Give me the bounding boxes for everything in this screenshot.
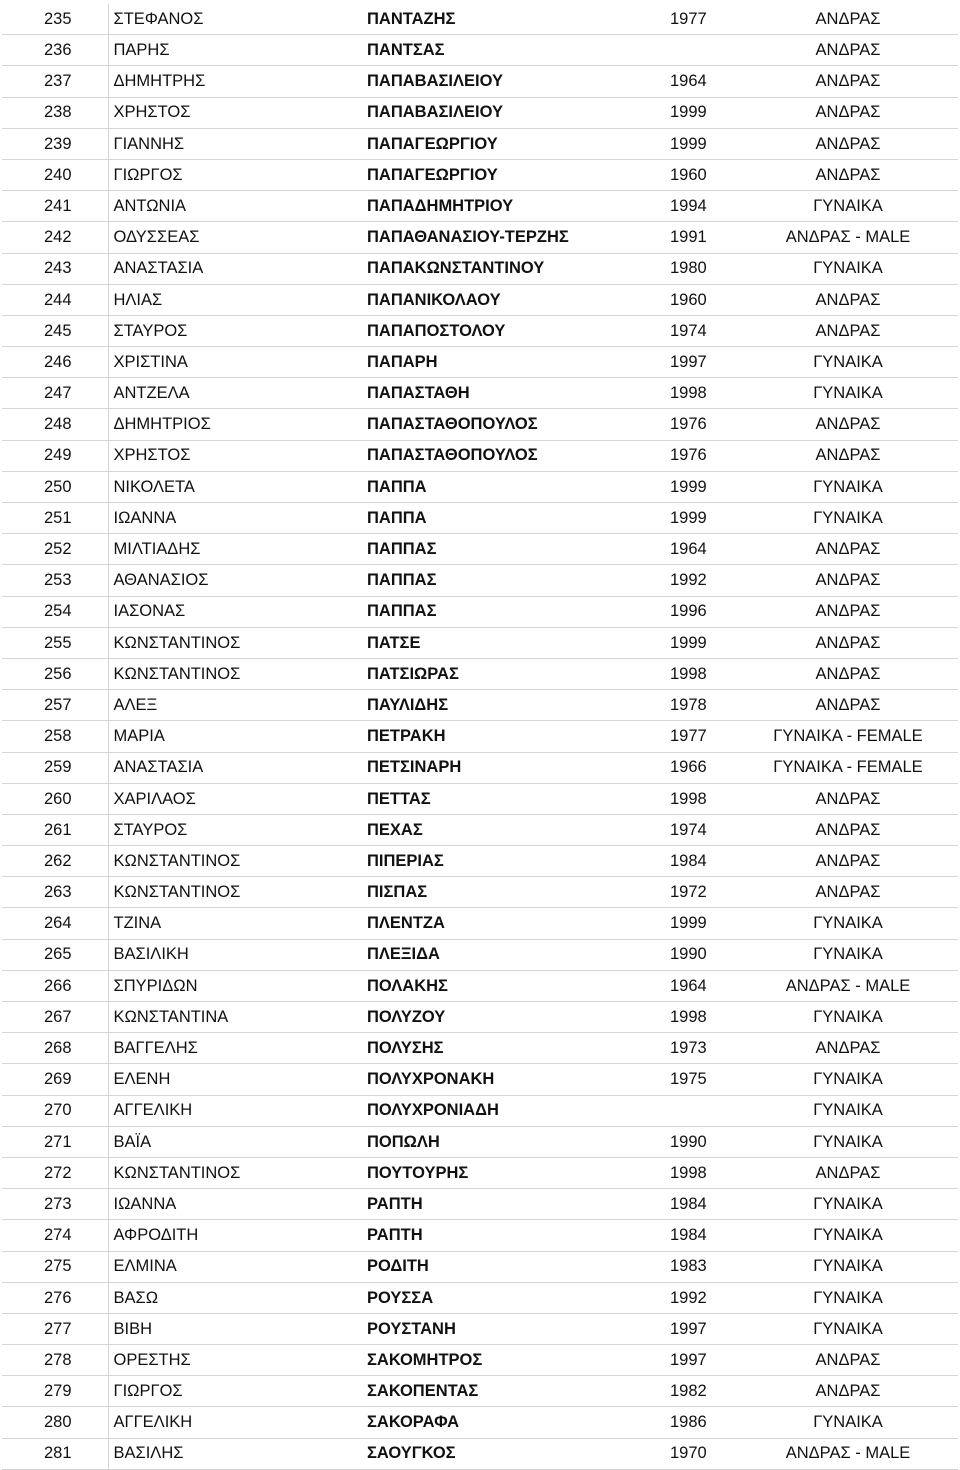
birth-year-cell: 1997 [664,1313,768,1344]
last-name-cell: ΠΑΠΑΓΕΩΡΓΙΟΥ [364,128,664,159]
birth-year-cell: 1994 [664,191,768,222]
birth-year-cell: 1999 [664,97,768,128]
last-name-cell: ΠΑΝΤΣΑΣ [364,35,664,66]
last-name-cell: ΠΟΥΤΟΥΡΗΣ [364,1157,664,1188]
table-row [2,690,958,721]
gender-cell: ΓΥΝΑΙΚΑ [768,1002,958,1033]
birth-year-cell [664,35,768,66]
gender-cell: ΓΥΝΑΙΚΑ [768,1282,958,1313]
row-number-cell: 277 [2,1313,108,1344]
table-row [2,721,958,752]
gender-cell: ΓΥΝΑΙΚΑ [768,908,958,939]
first-name-cell: ΒΑΣΙΛΙΚΗ [108,939,364,970]
first-name-cell: ΗΛΙΑΣ [108,284,364,315]
table-row [2,1064,958,1095]
row-number-cell: 243 [2,253,108,284]
table-row [2,970,958,1001]
first-name-cell: ΓΙΑΝΝΗΣ [108,128,364,159]
first-name-cell: ΟΡΕΣΤΗΣ [108,1345,364,1376]
row-number-cell: 279 [2,1376,108,1407]
birth-year-cell: 1990 [664,1126,768,1157]
first-name-cell: ΚΩΝΣΤΑΝΤΙΝΟΣ [108,1157,364,1188]
row-number-cell: 276 [2,1282,108,1313]
row-number-cell: 244 [2,284,108,315]
first-name-cell: ΣΠΥΡΙΔΩΝ [108,970,364,1001]
table-row [2,1189,958,1220]
last-name-cell: ΣΑΚΟΡΑΦΑ [364,1407,664,1438]
row-number-cell: 269 [2,1064,108,1095]
gender-cell: ΑΝΔΡΑΣ [768,534,958,565]
row-number-cell: 268 [2,1033,108,1064]
gender-cell: ΓΥΝΑΙΚΑ [768,1095,958,1126]
last-name-cell: ΠΑΠΠΑΣ [364,534,664,565]
birth-year-cell: 1982 [664,1376,768,1407]
row-number-cell: 280 [2,1407,108,1438]
birth-year-cell: 1978 [664,690,768,721]
last-name-cell: ΠΑΠΠΑΣ [364,565,664,596]
table-row [2,1157,958,1188]
first-name-cell: ΣΤΑΥΡΟΣ [108,814,364,845]
birth-year-cell: 1960 [664,284,768,315]
first-name-cell: ΚΩΝΣΤΑΝΤΙΝΟΣ [108,877,364,908]
birth-year-cell: 1999 [664,471,768,502]
last-name-cell: ΠΑΠΠΑ [364,503,664,534]
gender-cell: ΑΝΔΡΑΣ [768,565,958,596]
first-name-cell: ΣΤΕΦΑΝΟΣ [108,4,364,35]
birth-year-cell: 1999 [664,503,768,534]
row-number-cell: 238 [2,97,108,128]
row-number-cell: 249 [2,440,108,471]
last-name-cell: ΠΟΛΥΧΡΟΝΑΚΗ [364,1064,664,1095]
gender-cell: ΑΝΔΡΑΣ [768,35,958,66]
birth-year-cell: 1984 [664,1220,768,1251]
birth-year-cell: 1964 [664,534,768,565]
last-name-cell: ΠΛΕΞΙΔΑ [364,939,664,970]
birth-year-cell: 1998 [664,658,768,689]
first-name-cell: ΝΙΚΟΛΕΤΑ [108,471,364,502]
birth-year-cell: 1980 [664,253,768,284]
first-name-cell: ΣΤΑΥΡΟΣ [108,315,364,346]
first-name-cell: ΕΛΜΙΝΑ [108,1251,364,1282]
row-number-cell: 274 [2,1220,108,1251]
birth-year-cell: 1992 [664,1282,768,1313]
birth-year-cell: 1977 [664,4,768,35]
birth-year-cell: 1964 [664,66,768,97]
last-name-cell: ΠΟΛΥΧΡΟΝΙΑΔΗ [364,1095,664,1126]
table-row [2,97,958,128]
gender-cell: ΓΥΝΑΙΚΑ [768,1189,958,1220]
last-name-cell: ΠΛΕΝΤΖΑ [364,908,664,939]
last-name-cell: ΠΟΛΑΚΗΣ [364,970,664,1001]
first-name-cell: ΑΝΤΖΕΛΑ [108,378,364,409]
row-number-cell: 260 [2,783,108,814]
first-name-cell: ΙΩΑΝΝΑ [108,1189,364,1220]
table-row [2,159,958,190]
table-row [2,1251,958,1282]
first-name-cell: ΑΝΑΣΤΑΣΙΑ [108,253,364,284]
first-name-cell: ΑΘΑΝΑΣΙΟΣ [108,565,364,596]
table-row [2,1002,958,1033]
first-name-cell: ΒΑΣΩ [108,1282,364,1313]
gender-cell: ΓΥΝΑΙΚΑ [768,1064,958,1095]
first-name-cell: ΚΩΝΣΤΑΝΤΙΝΑ [108,1002,364,1033]
gender-cell: ΑΝΔΡΑΣ [768,1157,958,1188]
row-number-cell: 254 [2,596,108,627]
table-row [2,1313,958,1344]
last-name-cell: ΠΑΠΑΘΑΝΑΣΙΟΥ-ΤΕΡΖΗΣ [364,222,664,253]
birth-year-cell: 1992 [664,565,768,596]
gender-cell: ΓΥΝΑΙΚΑ [768,503,958,534]
first-name-cell: ΓΙΩΡΓΟΣ [108,1376,364,1407]
first-name-cell: ΟΔΥΣΣΕΑΣ [108,222,364,253]
gender-cell: ΑΝΔΡΑΣ [768,1376,958,1407]
first-name-cell: ΧΡΙΣΤΙΝΑ [108,347,364,378]
first-name-cell: ΑΦΡΟΔΙΤΗ [108,1220,364,1251]
birth-year-cell: 1973 [664,1033,768,1064]
birth-year-cell: 1991 [664,222,768,253]
last-name-cell: ΠΟΛΥΣΗΣ [364,1033,664,1064]
gender-cell: ΓΥΝΑΙΚΑ [768,939,958,970]
table-row [2,1095,958,1126]
row-number-cell: 256 [2,658,108,689]
table-row [2,222,958,253]
row-number-cell: 247 [2,378,108,409]
last-name-cell: ΠΑΠΑΚΩΝΣΤΑΝΤΙΝΟΥ [364,253,664,284]
last-name-cell: ΠΑΠΑΝΙΚΟΛΑΟΥ [364,284,664,315]
table-row [2,658,958,689]
table-row [2,503,958,534]
birth-year-cell: 1976 [664,440,768,471]
row-number-cell: 281 [2,1438,108,1469]
last-name-cell: ΠΕΧΑΣ [364,814,664,845]
row-number-cell: 275 [2,1251,108,1282]
table-row [2,409,958,440]
first-name-cell: ΙΩΑΝΝΑ [108,503,364,534]
last-name-cell: ΠΑΠΑΓΕΩΡΓΙΟΥ [364,159,664,190]
first-name-cell: ΑΓΓΕΛΙΚΗ [108,1095,364,1126]
gender-cell: ΓΥΝΑΙΚΑ [768,1407,958,1438]
gender-cell: ΑΝΔΡΑΣ [768,128,958,159]
birth-year-cell: 1975 [664,1064,768,1095]
gender-cell: ΑΝΔΡΑΣ [768,315,958,346]
gender-cell: ΑΝΔΡΑΣ [768,690,958,721]
row-number-cell: 255 [2,627,108,658]
row-number-cell: 248 [2,409,108,440]
first-name-cell: ΒΑΪΑ [108,1126,364,1157]
row-number-cell: 245 [2,315,108,346]
birth-year-cell: 1964 [664,970,768,1001]
table-row [2,1376,958,1407]
last-name-cell: ΡΟΔΙΤΗ [364,1251,664,1282]
birth-year-cell: 1974 [664,814,768,845]
last-name-cell: ΣΑΟΥΓΚΟΣ [364,1438,664,1469]
first-name-cell: ΔΗΜΗΤΡΗΣ [108,66,364,97]
gender-cell: ΓΥΝΑΙΚΑ [768,253,958,284]
last-name-cell: ΣΑΚΟΠΕΝΤΑΣ [364,1376,664,1407]
first-name-cell: ΒΑΓΓΕΛΗΣ [108,1033,364,1064]
last-name-cell: ΠΑΠΑΒΑΣΙΛΕΙΟΥ [364,97,664,128]
birth-year-cell: 1960 [664,159,768,190]
table-row [2,284,958,315]
row-number-cell: 239 [2,128,108,159]
gender-cell: ΑΝΔΡΑΣ [768,1345,958,1376]
row-number-cell: 266 [2,970,108,1001]
first-name-cell: ΑΛΕΞ [108,690,364,721]
last-name-cell: ΠΑΤΣΙΩΡΑΣ [364,658,664,689]
gender-cell: ΑΝΔΡΑΣ [768,1033,958,1064]
last-name-cell: ΠΕΤΣΙΝΑΡΗ [364,752,664,783]
first-name-cell: ΧΡΗΣΤΟΣ [108,97,364,128]
row-number-cell: 272 [2,1157,108,1188]
table-row [2,1345,958,1376]
first-name-cell: ΚΩΝΣΤΑΝΤΙΝΟΣ [108,658,364,689]
gender-cell: ΑΝΔΡΑΣ [768,814,958,845]
table-row [2,1282,958,1313]
birth-year-cell: 1997 [664,347,768,378]
row-number-cell: 267 [2,1002,108,1033]
roster-sheet [2,0,958,1470]
gender-cell: ΑΝΔΡΑΣ [768,877,958,908]
gender-cell: ΓΥΝΑΙΚΑ [768,1251,958,1282]
gender-cell: ΑΝΔΡΑΣ [768,284,958,315]
gender-cell: ΑΝΔΡΑΣ [768,97,958,128]
row-number-cell: 242 [2,222,108,253]
table-row [2,1220,958,1251]
row-number-cell: 241 [2,191,108,222]
row-number-cell: 235 [2,4,108,35]
birth-year-cell: 1974 [664,315,768,346]
first-name-cell: ΑΝΤΩΝΙΑ [108,191,364,222]
table-row [2,1407,958,1438]
birth-year-cell: 1998 [664,783,768,814]
birth-year-cell: 1986 [664,1407,768,1438]
last-name-cell: ΠΑΠΠΑΣ [364,596,664,627]
last-name-cell: ΡΟΥΣΤΑΝΗ [364,1313,664,1344]
gender-cell: ΑΝΔΡΑΣ [768,159,958,190]
gender-cell: ΓΥΝΑΙΚΑ [768,1313,958,1344]
first-name-cell: ΧΡΗΣΤΟΣ [108,440,364,471]
table-row [2,440,958,471]
last-name-cell: ΠΑΥΛΙΔΗΣ [364,690,664,721]
first-name-cell: ΤΖΙΝΑ [108,908,364,939]
gender-cell: ΓΥΝΑΙΚΑ [768,191,958,222]
birth-year-cell: 1984 [664,1189,768,1220]
table-row [2,752,958,783]
first-name-cell: ΑΓΓΕΛΙΚΗ [108,1407,364,1438]
table-row [2,315,958,346]
gender-cell: ΓΥΝΑΙΚΑ - FEMALE [768,721,958,752]
row-number-cell: 278 [2,1345,108,1376]
gender-cell: ΑΝΔΡΑΣ [768,658,958,689]
gender-cell: ΓΥΝΑΙΚΑ [768,1126,958,1157]
row-number-cell: 261 [2,814,108,845]
table-row [2,66,958,97]
table-row [2,814,958,845]
birth-year-cell: 1983 [664,1251,768,1282]
birth-year-cell: 1990 [664,939,768,970]
gender-cell: ΓΥΝΑΙΚΑ [768,378,958,409]
birth-year-cell: 1999 [664,627,768,658]
gender-cell: ΑΝΔΡΑΣ [768,409,958,440]
table-row [2,347,958,378]
last-name-cell: ΠΕΤΤΑΣ [364,783,664,814]
last-name-cell: ΠΑΠΑΠΟΣΤΟΛΟΥ [364,315,664,346]
gender-cell: ΑΝΔΡΑΣ [768,846,958,877]
birth-year-cell: 1997 [664,1345,768,1376]
gender-cell: ΓΥΝΑΙΚΑ - FEMALE [768,752,958,783]
first-name-cell: ΙΑΣΟΝΑΣ [108,596,364,627]
last-name-cell: ΠΑΤΣΕ [364,627,664,658]
first-name-cell: ΕΛΕΝΗ [108,1064,364,1095]
row-number-cell: 258 [2,721,108,752]
birth-year-cell: 1972 [664,877,768,908]
row-number-cell: 259 [2,752,108,783]
birth-year-cell: 1977 [664,721,768,752]
row-number-cell: 253 [2,565,108,596]
last-name-cell: ΠΑΠΑΣΤΑΘΗ [364,378,664,409]
row-number-cell: 250 [2,471,108,502]
roster-table [2,4,958,1470]
table-row [2,627,958,658]
last-name-cell: ΣΑΚΟΜΗΤΡΟΣ [364,1345,664,1376]
last-name-cell: ΠΑΠΠΑ [364,471,664,502]
birth-year-cell: 1999 [664,128,768,159]
row-number-cell: 257 [2,690,108,721]
gender-cell: ΑΝΔΡΑΣ - MALE [768,222,958,253]
birth-year-cell: 1976 [664,409,768,440]
last-name-cell: ΠΑΝΤΑΖΗΣ [364,4,664,35]
gender-cell: ΓΥΝΑΙΚΑ [768,347,958,378]
last-name-cell: ΠΙΣΠΑΣ [364,877,664,908]
row-number-cell: 271 [2,1126,108,1157]
row-number-cell: 252 [2,534,108,565]
row-number-cell: 236 [2,35,108,66]
table-row [2,565,958,596]
last-name-cell: ΠΑΠΑΣΤΑΘΟΠΟΥΛΟΣ [364,409,664,440]
first-name-cell: ΒΙΒΗ [108,1313,364,1344]
row-number-cell: 273 [2,1189,108,1220]
gender-cell: ΓΥΝΑΙΚΑ [768,471,958,502]
birth-year-cell: 1984 [664,846,768,877]
row-number-cell: 251 [2,503,108,534]
table-row [2,378,958,409]
table-row [2,783,958,814]
birth-year-cell: 1966 [664,752,768,783]
last-name-cell: ΠΟΠΩΛΗ [364,1126,664,1157]
row-number-cell: 262 [2,846,108,877]
table-row [2,4,958,35]
table-row [2,846,958,877]
gender-cell: ΑΝΔΡΑΣ [768,4,958,35]
birth-year-cell [664,1095,768,1126]
gender-cell: ΑΝΔΡΑΣ [768,440,958,471]
first-name-cell: ΜΑΡΙΑ [108,721,364,752]
last-name-cell: ΡΑΠΤΗ [364,1220,664,1251]
last-name-cell: ΠΟΛΥΖΟΥ [364,1002,664,1033]
birth-year-cell: 1998 [664,1002,768,1033]
first-name-cell: ΔΗΜΗΤΡΙΟΣ [108,409,364,440]
gender-cell: ΑΝΔΡΑΣ - MALE [768,970,958,1001]
row-number-cell: 265 [2,939,108,970]
birth-year-cell: 1999 [664,908,768,939]
table-row [2,471,958,502]
roster-body [2,4,958,1469]
last-name-cell: ΠΑΠΑΔΗΜΗΤΡΙΟΥ [364,191,664,222]
first-name-cell: ΚΩΝΣΤΑΝΤΙΝΟΣ [108,846,364,877]
gender-cell: ΓΥΝΑΙΚΑ [768,1220,958,1251]
gender-cell: ΑΝΔΡΑΣ [768,783,958,814]
table-row [2,908,958,939]
birth-year-cell: 1998 [664,1157,768,1188]
birth-year-cell: 1996 [664,596,768,627]
table-row [2,877,958,908]
first-name-cell: ΒΑΣΙΛΗΣ [108,1438,364,1469]
first-name-cell: ΚΩΝΣΤΑΝΤΙΝΟΣ [108,627,364,658]
table-row [2,1033,958,1064]
row-number-cell: 263 [2,877,108,908]
first-name-cell: ΜΙΛΤΙΑΔΗΣ [108,534,364,565]
last-name-cell: ΠΑΠΑΡΗ [364,347,664,378]
last-name-cell: ΡΟΥΣΣΑ [364,1282,664,1313]
table-row [2,1126,958,1157]
last-name-cell: ΠΙΠΕΡΙΑΣ [364,846,664,877]
table-row [2,35,958,66]
gender-cell: ΑΝΔΡΑΣ [768,627,958,658]
row-number-cell: 246 [2,347,108,378]
table-row [2,596,958,627]
birth-year-cell: 1998 [664,378,768,409]
row-number-cell: 264 [2,908,108,939]
last-name-cell: ΡΑΠΤΗ [364,1189,664,1220]
row-number-cell: 240 [2,159,108,190]
first-name-cell: ΠΑΡΗΣ [108,35,364,66]
birth-year-cell: 1970 [664,1438,768,1469]
table-row [2,939,958,970]
table-row [2,191,958,222]
last-name-cell: ΠΕΤΡΑΚΗ [364,721,664,752]
table-row [2,534,958,565]
last-name-cell: ΠΑΠΑΒΑΣΙΛΕΙΟΥ [364,66,664,97]
gender-cell: ΑΝΔΡΑΣ [768,596,958,627]
table-row [2,128,958,159]
gender-cell: ΑΝΔΡΑΣ [768,66,958,97]
gender-cell: ΑΝΔΡΑΣ - MALE [768,1438,958,1469]
row-number-cell: 237 [2,66,108,97]
last-name-cell: ΠΑΠΑΣΤΑΘΟΠΟΥΛΟΣ [364,440,664,471]
row-number-cell: 270 [2,1095,108,1126]
first-name-cell: ΑΝΑΣΤΑΣΙΑ [108,752,364,783]
first-name-cell: ΓΙΩΡΓΟΣ [108,159,364,190]
first-name-cell: ΧΑΡΙΛΑΟΣ [108,783,364,814]
table-row [2,253,958,284]
